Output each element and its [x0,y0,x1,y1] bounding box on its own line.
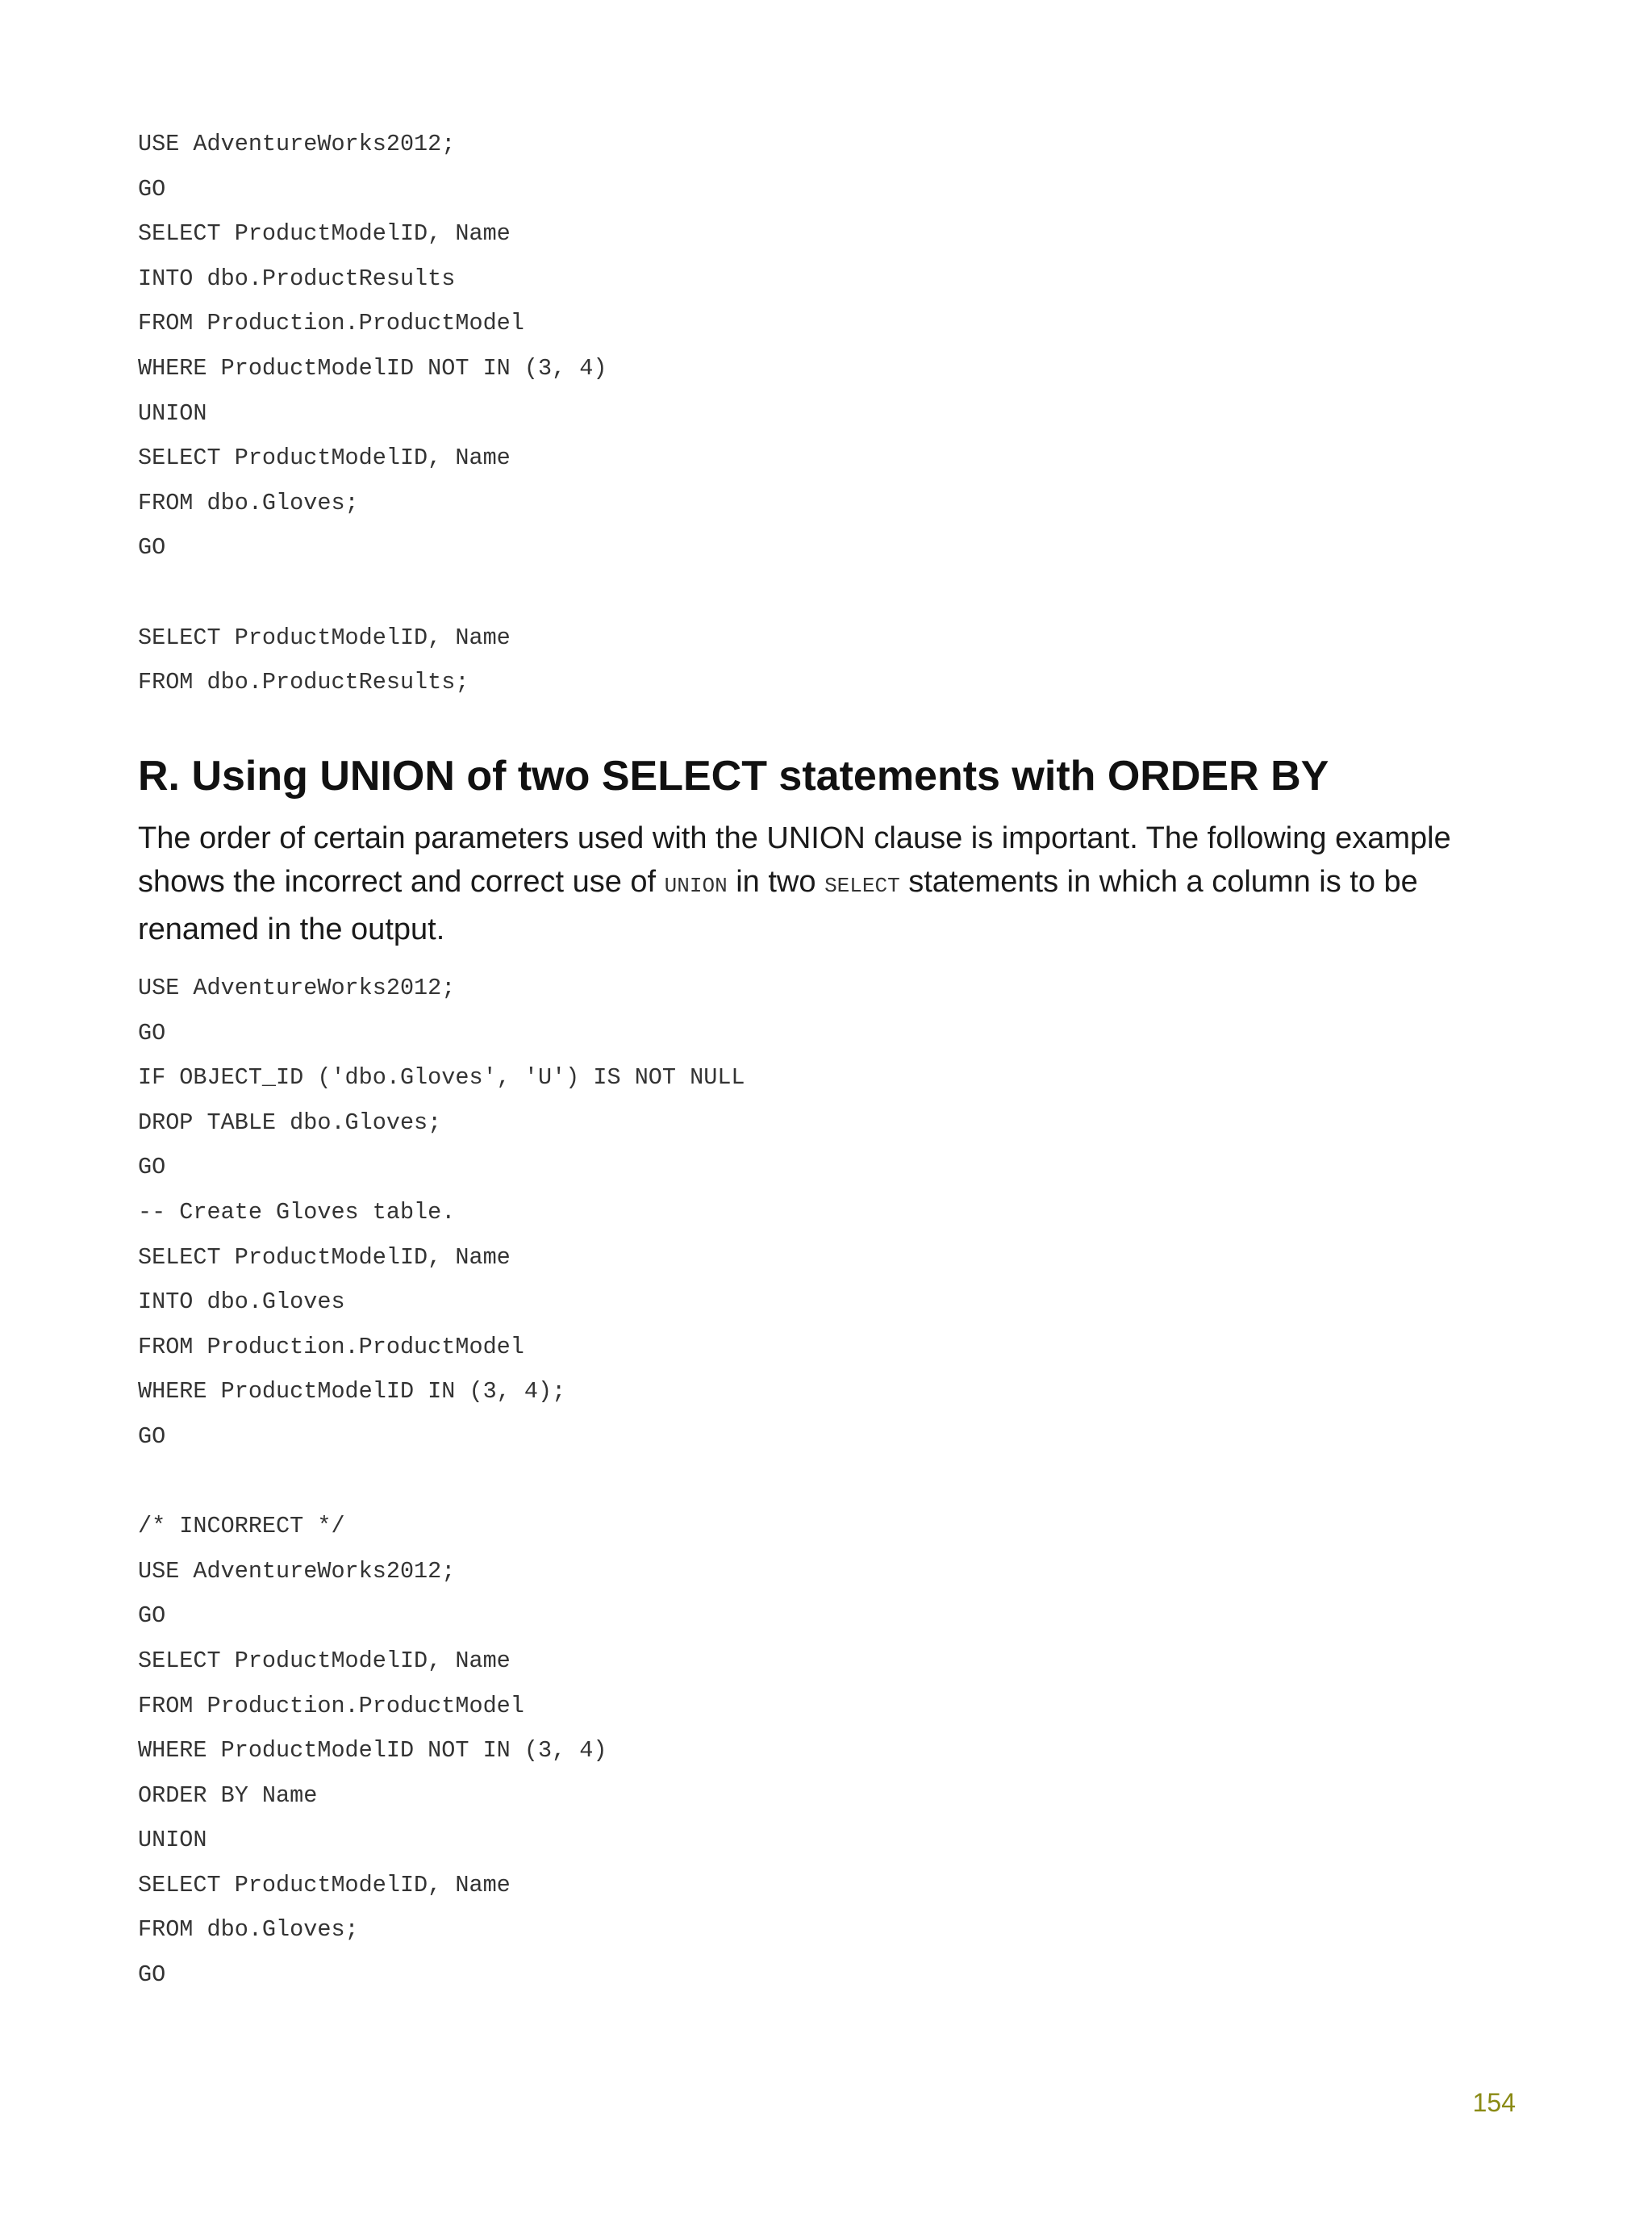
section-paragraph [138,816,1525,951]
code-line: UNION [138,1827,207,1854]
code-line: WHERE ProductModelID NOT IN (3, 4) [138,354,607,382]
code-line: FROM Production.ProductModel [138,1692,524,1719]
code-line: SELECT ProductModelID, Name [138,220,511,248]
code-line: FROM Production.ProductModel [138,1333,524,1360]
code-line: UNION [138,399,207,427]
inline-code-union: UNION [664,874,728,898]
code-line: SELECT ProductModelID, Name [138,445,511,472]
inline-code-select: SELECT [824,874,900,898]
code-line: INTO dbo.Gloves [138,1288,345,1316]
paragraph-text-2: in two [727,865,825,899]
code-line: SELECT ProductModelID, Name [138,624,511,651]
code-line: FROM dbo.ProductResults; [138,669,469,696]
code-line: USE AdventureWorks2012; [138,131,456,157]
code-line: GO [138,1019,166,1046]
paragraph-text-3: statements in which a column is to be renamed in the output. [138,865,1418,946]
code-line [138,1460,1509,1505]
code-line: IF OBJECT_ID ('dbo.Gloves', 'U') IS NOT NULL [138,1064,745,1092]
code-line: USE AdventureWorks2012; [138,975,456,1001]
code-line: WHERE ProductModelID IN (3, 4); [138,1378,566,1405]
page-number: 154 [1472,2088,1516,2117]
code-block-union-into [138,122,1509,705]
code-line: GO [138,1961,166,1989]
code-line: DROP TABLE dbo.Gloves; [138,1109,442,1136]
code-line: FROM dbo.Gloves; [138,1916,359,1944]
code-line: -- Create Gloves table. [138,1198,456,1226]
code-line: SELECT ProductModelID, Name [138,1243,511,1271]
code-line: USE AdventureWorks2012; [138,1557,456,1585]
code-line [138,570,1509,616]
code-line: GO [138,1154,166,1181]
section-heading: R. Using UNION of two SELECT statements with ORDER BY [138,753,1329,800]
code-line: INTO dbo.ProductResults [138,265,456,292]
code-line: GO [138,534,166,562]
code-line: SELECT ProductModelID, Name [138,1871,511,1898]
code-line: WHERE ProductModelID NOT IN (3, 4) [138,1737,607,1765]
code-block-incorrect-order-by [138,966,1509,1998]
code-line: FROM dbo.Gloves; [138,489,359,516]
code-line: FROM Production.ProductModel [138,310,524,337]
code-line: GO [138,1602,166,1630]
paragraph-text-1: The order of certain parameters used with the UNION clause is important. The following example shows the incorrect and correct use of [138,821,1451,899]
code-line: SELECT ProductModelID, Name [138,1647,511,1674]
code-line: /* INCORRECT */ [138,1513,345,1540]
code-line: GO [138,175,166,203]
code-line: GO [138,1422,166,1450]
code-line: ORDER BY Name [138,1781,318,1809]
